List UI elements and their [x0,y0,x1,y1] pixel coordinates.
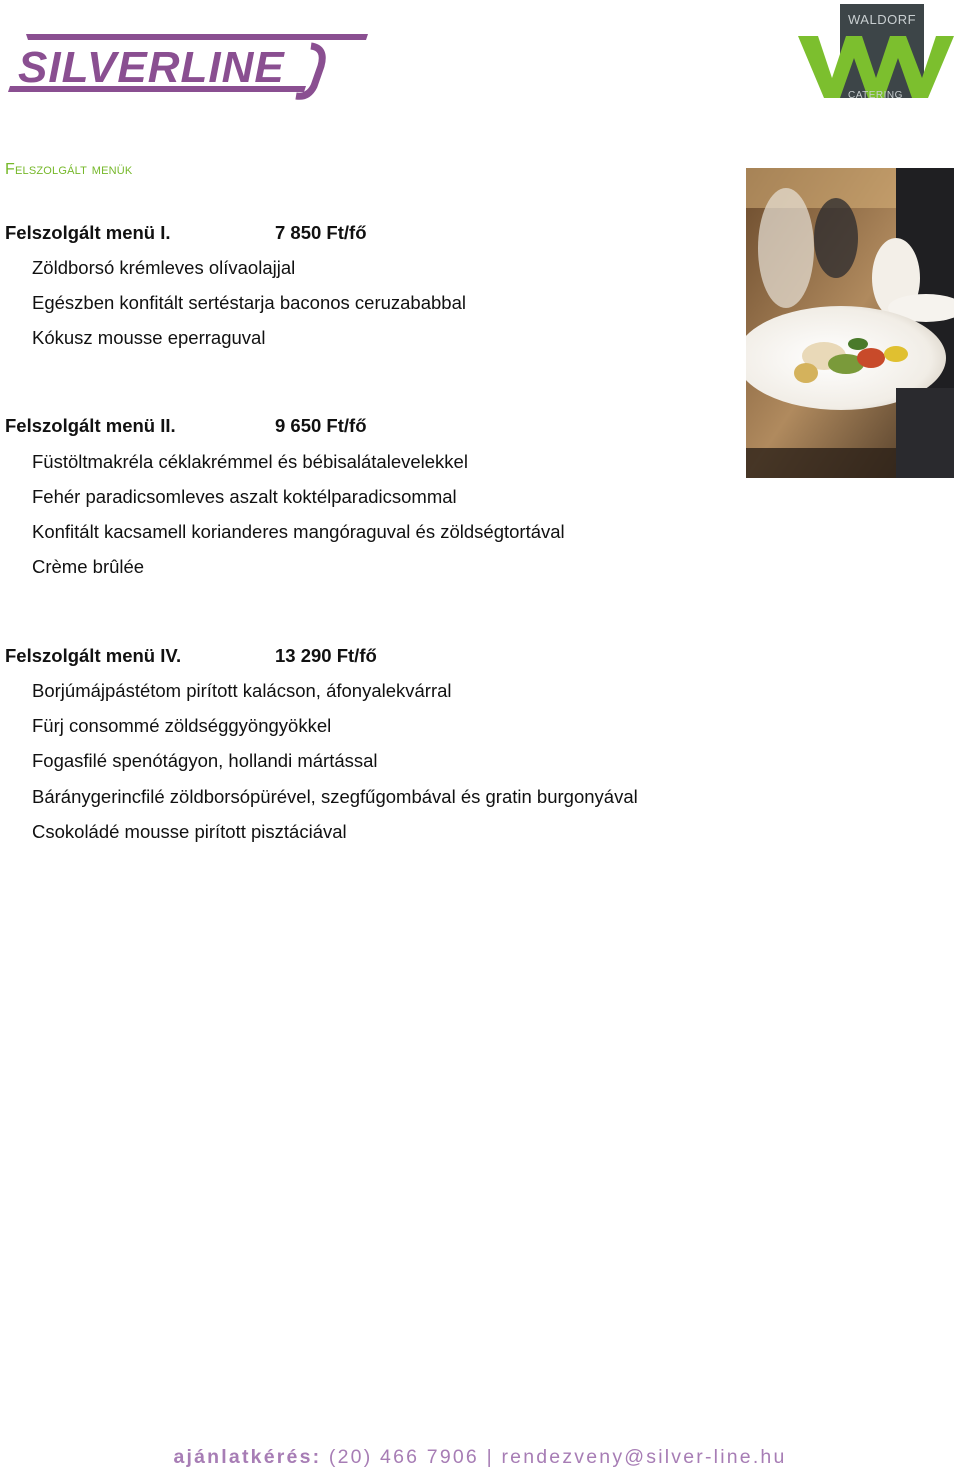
menu-1-price: 7 850 Ft/fő [275,222,367,243]
menu-4-item: Fürj consommé zöldséggyöngyökkel [32,715,332,736]
menu-4-item: Csokoládé mousse pirított pisztáciával [32,821,347,842]
footer-contact [0,1446,960,1469]
waldorf-catering-logo [796,2,956,102]
menu-2-item: Füstöltmakréla céklakrémmel és bébisalátalevelekkel [32,451,468,472]
menu-4-price: 13 290 Ft/fő [275,645,377,666]
footer-label: ajánlatkérés: [173,1446,322,1468]
silverline-logo [6,26,372,100]
waiter-serving-plate-photo [746,168,954,478]
menu-2-item: Konfitált kacsamell korianderes mangóraguval és zöldségtortával [32,521,565,542]
menu-1-item: Zöldborsó krémleves olívaolajjal [32,257,296,278]
menu-1-header [5,219,367,247]
section-title: Felszolgált menük [5,161,133,178]
menu-2-name: Felszolgált menü II. [5,415,176,436]
menu-2-header [5,412,367,440]
menu-2-item: Crème brûlée [32,556,145,577]
catering-logo-text: CATERING [848,90,903,101]
menu-4-name: Felszolgált menü IV. [5,645,182,666]
menu-4-item: Borjúmájpástétom pirított kalácson, áfonyalekvárral [32,680,452,701]
silverline-logo-text: SILVERLINE [18,43,285,92]
menu-2-price: 9 650 Ft/fő [275,415,367,436]
footer-contact-text: (20) 466 7906 | rendezveny@silver-line.hu [321,1446,787,1468]
menu-4-item: Fogasfilé spenótágyon, hollandi mártással [32,750,378,771]
menu-1-item: Egészben konfitált sertéstarja baconos ceruzababbal [32,292,466,313]
waldorf-logo-text: WALDORF [848,12,917,27]
menu-2-item: Fehér paradicsomleves aszalt koktélparadicsommal [32,486,457,507]
menu-4-header [5,642,377,670]
menu-4-item: Báránygerincfilé zöldborsópürével, szegfűgombával és gratin burgonyával [32,786,638,807]
menu-1-name: Felszolgált menü I. [5,222,171,243]
menu-1-item: Kókusz mousse eperraguval [32,327,266,348]
